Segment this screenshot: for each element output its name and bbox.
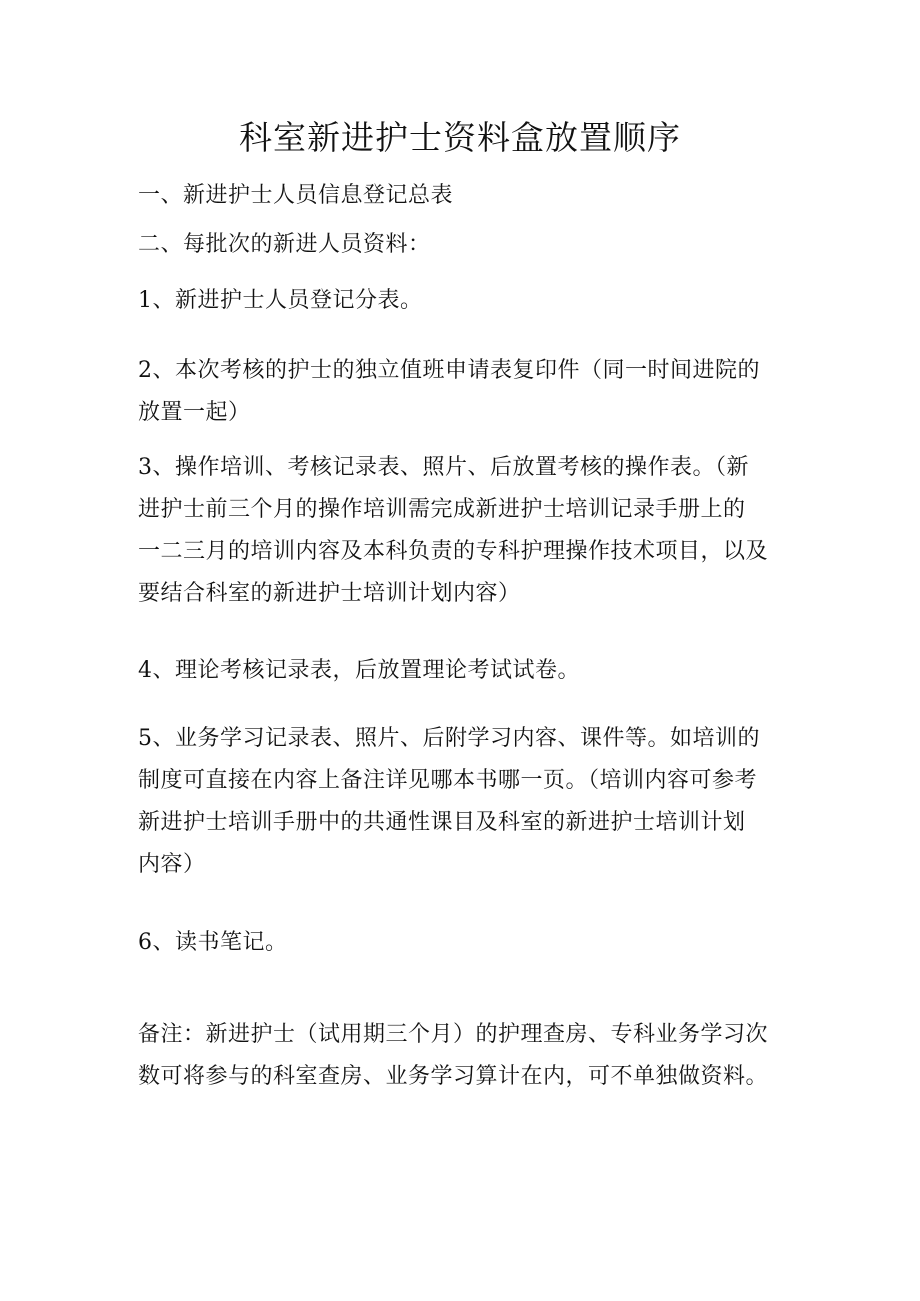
list-item-5: [138, 718, 788, 886]
list-item-6: [138, 922, 788, 964]
list-item-1-text: 1、新进护士人员登记分表。: [138, 288, 423, 313]
section-2-heading: [138, 224, 788, 266]
list-item-3-line: 进护士前三个月的操作培训需完成新进护士培训记录手册上的: [138, 497, 746, 522]
list-item-5-line: 内容）: [138, 852, 206, 877]
list-item-2-line: 2、本次考核的护士的独立值班申请表复印件（同一时间进院的: [138, 358, 760, 383]
list-item-3-line: 3、操作培训、考核记录表、照片、后放置考核的操作表。（新: [138, 455, 749, 480]
list-item-6-text: 6、读书笔记。: [138, 930, 288, 955]
list-item-2: [138, 350, 788, 434]
list-item-2-line: 放置一起）: [138, 400, 251, 425]
list-item-3: [138, 447, 788, 615]
document-title: 科室新进护士资料盒放置顺序: [239, 118, 681, 157]
list-item-5-line: 制度可直接在内容上备注详见哪本书哪一页。（培训内容可参考: [138, 768, 758, 793]
note-paragraph: [138, 1014, 788, 1098]
note-line: 备注：新进护士（试用期三个月）的护理查房、专科业务学习次: [138, 1022, 769, 1047]
list-item-5-line: 新进护士培训手册中的共通性课目及科室的新进护士培训计划: [138, 810, 746, 835]
list-item-5-line: 5、业务学习记录表、照片、后附学习内容、课件等。如培训的: [138, 726, 760, 751]
list-item-3-line: 要结合科室的新进护士培训计划内容）: [138, 581, 521, 606]
list-item-1: [138, 280, 788, 322]
list-item-4: [138, 650, 788, 692]
list-item-3-line: 一二三月的培训内容及本科负责的专科护理操作技术项目，以及: [138, 539, 769, 564]
note-line: 数可将参与的科室查房、业务学习算计在内，可不单独做资料。: [138, 1064, 769, 1089]
section-1-heading: [138, 175, 788, 217]
section-1-text: 一、新进护士人员信息登记总表: [138, 183, 454, 208]
section-2-text: 二、每批次的新进人员资料：: [138, 232, 431, 257]
list-item-4-text: 4、理论考核记录表，后放置理论考试试卷。: [138, 658, 580, 683]
